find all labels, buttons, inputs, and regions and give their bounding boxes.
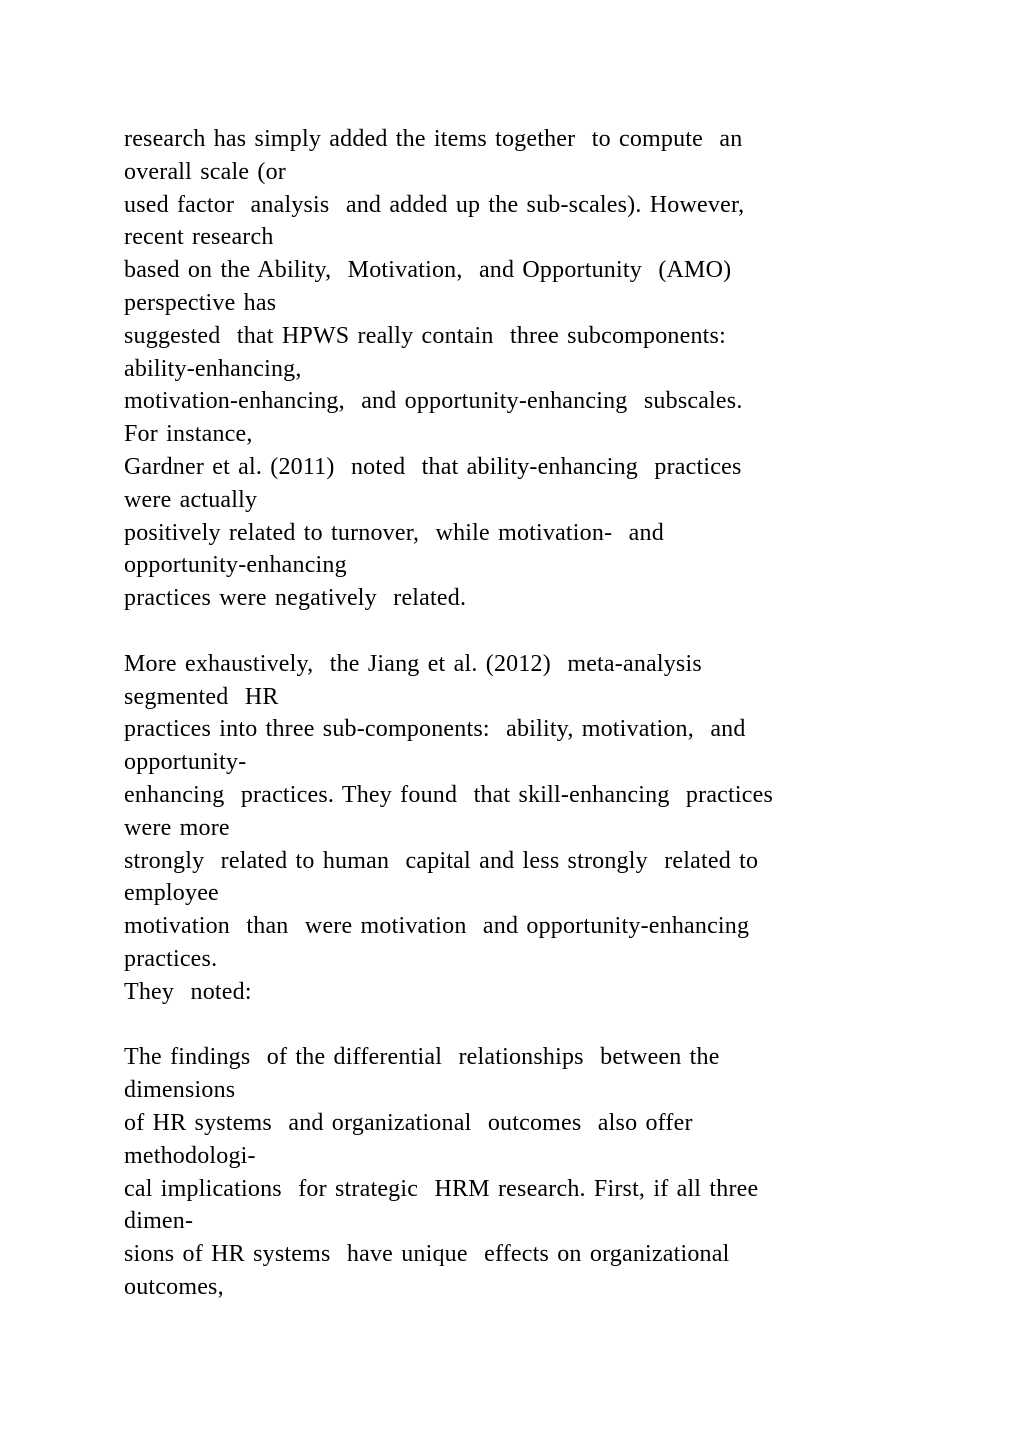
text-line: of HR systems and organizational outcomes also offer	[124, 1109, 693, 1136]
text-line: Gardner et al. (2011) noted that ability-enhancing practices	[124, 453, 742, 480]
paragraph-2	[124, 648, 1004, 1009]
paragraph-3	[124, 1041, 1004, 1303]
text-line: practices were negatively related.	[124, 585, 467, 612]
text-line: motivation than were motivation and opportunity-enhancing	[124, 913, 750, 940]
text-line: practices into three sub-components: ability, motivation, and	[124, 716, 746, 743]
text-line: More exhaustively, the Jiang et al. (2012) meta-analysis	[124, 650, 702, 677]
text-line: recent research	[124, 224, 274, 251]
text-line: dimen-	[124, 1208, 194, 1235]
text-line: based on the Ability, Motivation, and Opportunity (AMO)	[124, 257, 732, 284]
text-line: segmented HR	[124, 683, 279, 710]
paragraph-spacer	[124, 615, 1004, 648]
paragraph-spacer	[124, 1009, 1004, 1042]
text-line: practices.	[124, 945, 218, 972]
text-line: outcomes,	[124, 1273, 224, 1300]
text-line: were actually	[124, 486, 258, 513]
text-line: dimensions	[124, 1077, 236, 1104]
text-line: used factor analysis and added up the sub-scales). However,	[124, 191, 745, 218]
text-line: For instance,	[124, 421, 253, 448]
text-line: sions of HR systems have unique effects on organizational	[124, 1241, 730, 1268]
text-line: enhancing practices. They found that skill-enhancing practices	[124, 781, 773, 808]
text-line: were more	[124, 814, 230, 841]
text-line: research has simply added the items together to compute an	[124, 126, 743, 152]
text-line: cal implications for strategic HRM research. First, if all three	[124, 1175, 759, 1202]
text-line: They noted:	[124, 978, 252, 1005]
paragraph-1	[124, 123, 1004, 615]
text-line: suggested that HPWS really contain three subcomponents:	[124, 322, 726, 349]
text-line: employee	[124, 880, 219, 907]
text-line: motivation-enhancing, and opportunity-enhancing subscales.	[124, 388, 743, 415]
text-line: ability-enhancing,	[124, 355, 302, 382]
text-line: positively related to turnover, while motivation- and	[124, 519, 664, 546]
document-body	[124, 123, 1004, 1304]
text-line: perspective has	[124, 289, 277, 316]
text-line: opportunity-enhancing	[124, 552, 347, 579]
text-line: methodologi-	[124, 1142, 256, 1169]
text-line: overall scale (or	[124, 158, 286, 185]
text-line: opportunity-	[124, 749, 247, 776]
text-line: The findings of the differential relationships between the	[124, 1044, 720, 1071]
text-line: strongly related to human capital and less strongly related to	[124, 847, 759, 874]
